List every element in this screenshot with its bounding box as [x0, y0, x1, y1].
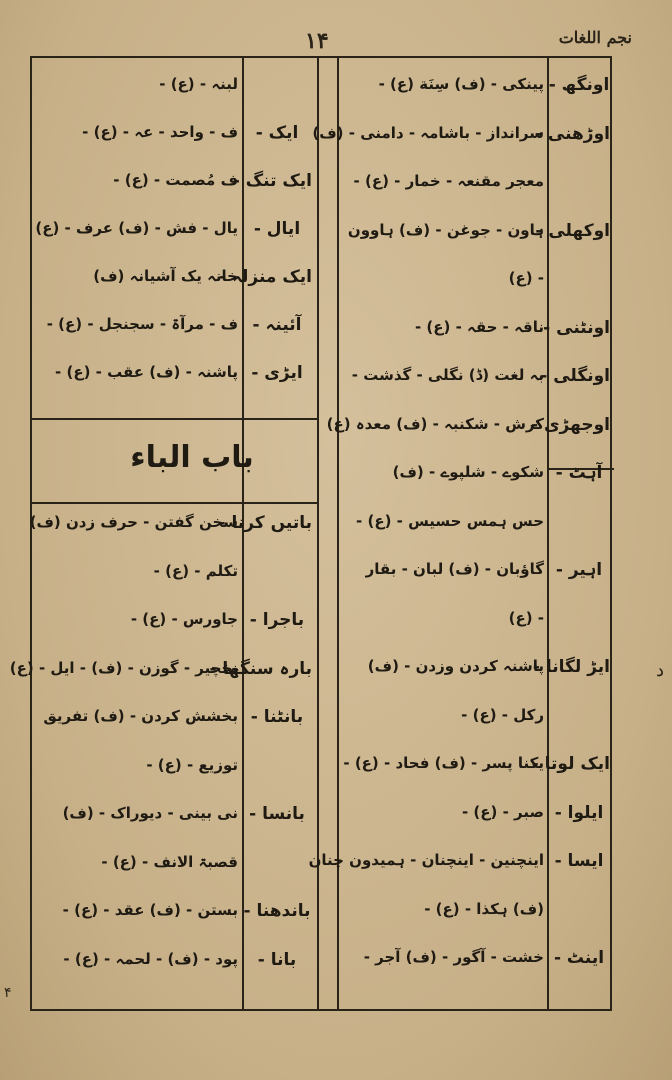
- definition: پاشنہ - (ف) عقب - (ع) -: [55, 363, 238, 381]
- headword: بانسا -: [249, 804, 305, 824]
- headword: اونگلی -: [540, 366, 610, 386]
- headword: باندھنا -: [243, 901, 311, 921]
- section-heading: باب الباء: [130, 440, 254, 475]
- definition: تکلم - (ع) -: [153, 561, 238, 580]
- headword: بارہ سنگھا -: [209, 658, 312, 679]
- headword: بانا -: [257, 949, 297, 970]
- definition: جاورس - (ع) -: [130, 610, 238, 628]
- definition: رکل - (ع) -: [461, 705, 544, 724]
- headword: ایک -: [255, 123, 299, 143]
- definition: یکنا پسر - (ف) فحاد - (ع) -: [343, 754, 544, 772]
- definition: توزیع - (ع) -: [146, 755, 238, 774]
- definition: معجر مقنعہ - خمار - (ع) -: [353, 172, 544, 190]
- definition: کرش - شکنبہ - (ف) معدہ (ع): [326, 414, 544, 433]
- definition: لبنہ - (ع) -: [159, 75, 238, 93]
- headword: آئینہ -: [252, 315, 302, 335]
- headword: ایک منزلہ -: [219, 267, 312, 287]
- headword: اوجھڑی -: [531, 414, 610, 435]
- headword: ایسا -: [554, 851, 604, 871]
- definition: سرانداز - باشامہ - دامنی - (ف): [312, 123, 544, 142]
- headword: اوڑھنی -: [534, 123, 610, 144]
- headword: ایلوا -: [554, 802, 604, 823]
- definition: پینکی - (ف) سِنَة (ع) -: [378, 75, 544, 93]
- headword: اینٹ -: [553, 948, 605, 968]
- headword: باتیں کرنا -: [218, 513, 312, 533]
- headword: ایک لوتا -: [531, 754, 610, 774]
- definition: بخشش کردن - (ف) تفریق: [43, 707, 238, 725]
- definition: اینچنین - اینچنان - ہمیدون چنان: [308, 851, 544, 869]
- definition: - (ع): [508, 269, 544, 287]
- definition: ف مُصمت - (ع) -: [113, 171, 238, 189]
- headword: اونگھ -: [548, 75, 610, 95]
- definition: خانہ یک آشیانہ (ف): [93, 267, 238, 285]
- definition: بستن - (ف) عقد - (ع) -: [62, 901, 238, 919]
- headword: ایڑ لگانا -: [532, 657, 610, 677]
- headword: اوکھلی -: [535, 220, 610, 241]
- definition: خشت - آگور - (ف) آجر -: [363, 948, 544, 966]
- headword: آہٹ -: [555, 463, 603, 483]
- page-header-title: نجم اللغات: [558, 28, 632, 47]
- definition: ہاون - جوغن - (ف) ہاوون: [347, 220, 544, 239]
- headword: ایک تنگ -: [232, 171, 312, 191]
- definition: نی بینی - دیوراک - (ف): [62, 804, 238, 822]
- definition: ف - واحد - عہ - (ع) -: [82, 123, 238, 141]
- definition: صبر - (ع) -: [461, 802, 544, 821]
- divider-left-words: [242, 58, 244, 1009]
- right-margin-mark: د: [655, 660, 664, 681]
- definition: ناقہ - حقہ - (ع) -: [414, 317, 544, 336]
- definition: شکوے - شلپوے - (ف): [392, 463, 544, 481]
- definition: یال - فش - (ف) عرف - (ع): [35, 219, 238, 237]
- definition: پاشنہ کردن وزدن - (ف): [367, 657, 544, 675]
- headword: اہیر -: [555, 560, 603, 580]
- headword: بانٹنا -: [250, 707, 304, 727]
- headword: باجرا -: [249, 610, 305, 630]
- definition: قصبۃ الانف - (ع) -: [101, 852, 238, 871]
- definition: حس ہمس حسیس - (ع) -: [356, 511, 544, 530]
- page-number: ۱۴: [305, 28, 329, 54]
- definition: نخچیر - گوزن - (ف) - ایل - (ع): [9, 658, 238, 677]
- definition: سخن گفتن - حرف زدن (ف): [29, 513, 238, 531]
- definition: ف - مرآۃ - سجنجل - (ع) -: [46, 315, 238, 333]
- definition: گاؤبان - (ف) لبان - بقار: [365, 560, 544, 578]
- section-top-line: [32, 418, 319, 420]
- left-margin-mark: ۴: [4, 985, 12, 1001]
- headword: ایال -: [253, 219, 301, 239]
- definition: (ف) ہکذا - (ع) -: [424, 899, 544, 918]
- definition: پود - (ف) - لحمہ - (ع) -: [63, 949, 238, 968]
- headword: ایڑی -: [251, 363, 303, 383]
- headword: اونٹنی -: [543, 317, 610, 338]
- definition: - (ع): [508, 608, 544, 627]
- definition: بہ لغت (ڈ) نگلی - گذشت -: [351, 366, 544, 384]
- section-bottom-line: [32, 502, 319, 504]
